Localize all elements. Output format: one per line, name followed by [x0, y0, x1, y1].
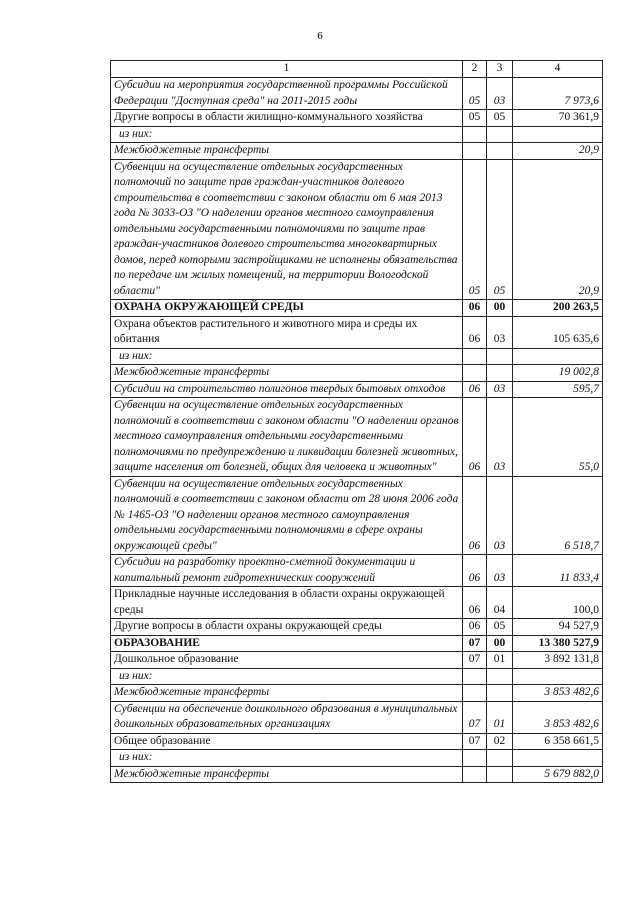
- row-name: Субвенции на обеспечение дошкольного образования в муниципальных дошкольных образовательных организациях: [111, 701, 463, 733]
- row-section-code: 06: [463, 555, 487, 587]
- row-amount: 105 635,6: [513, 316, 603, 348]
- table-row: [111, 766, 603, 783]
- row-subsection-code: 01: [487, 701, 513, 733]
- table-row: [111, 110, 603, 127]
- table-row: [111, 476, 603, 555]
- table-row: [111, 635, 603, 652]
- row-name: Межбюджетные трансферты: [111, 365, 463, 382]
- table-row: [111, 652, 603, 669]
- row-subsection-code: [487, 143, 513, 160]
- row-amount: 13 380 527,9: [513, 635, 603, 652]
- row-amount: 6 358 661,5: [513, 733, 603, 750]
- row-amount: [513, 126, 603, 143]
- row-section-code: [463, 143, 487, 160]
- row-amount: 3 892 131,8: [513, 652, 603, 669]
- row-section-code: 05: [463, 110, 487, 127]
- row-section-code: 06: [463, 619, 487, 636]
- table-row: [111, 365, 603, 382]
- row-subsection-code: 03: [487, 476, 513, 555]
- row-name: из них:: [111, 126, 463, 143]
- row-section-code: [463, 126, 487, 143]
- row-subsection-code: 01: [487, 652, 513, 669]
- row-amount: 3 853 482,6: [513, 701, 603, 733]
- row-section-code: [463, 750, 487, 767]
- row-amount: [513, 668, 603, 685]
- row-subsection-code: 03: [487, 555, 513, 587]
- row-name: Межбюджетные трансферты: [111, 766, 463, 783]
- table-row: [111, 316, 603, 348]
- row-section-code: 06: [463, 476, 487, 555]
- table-row: [111, 159, 603, 300]
- row-name: Общее образование: [111, 733, 463, 750]
- row-subsection-code: 03: [487, 316, 513, 348]
- row-name: из них:: [111, 668, 463, 685]
- table-row: [111, 750, 603, 767]
- table-row: [111, 587, 603, 619]
- row-name: из них:: [111, 750, 463, 767]
- row-subsection-code: 03: [487, 398, 513, 477]
- row-section-code: 05: [463, 78, 487, 110]
- table-row: [111, 348, 603, 365]
- table-row: [111, 733, 603, 750]
- row-amount: 5 679 882,0: [513, 766, 603, 783]
- row-section-code: [463, 685, 487, 702]
- row-subsection-code: [487, 365, 513, 382]
- row-amount: 11 833,4: [513, 555, 603, 587]
- row-name: Субвенции на осуществление отдельных государственных полномочий по защите прав граждан-участников долевого строительства в соответствии с законом области от 6 мая 2013 года № 3033-ОЗ "О наделении органов местного самоуправления отдельными государственными полномочиями по защите прав граждан-участников долевого строительства многоквартирных домов, перед которыми застройщиками не исполнены обязательства по передаче им жилых помещений, на территории Вологодской области": [111, 159, 463, 300]
- budget-table: [110, 60, 603, 783]
- row-name: Субсидии на строительство полигонов твердых бытовых отходов: [111, 381, 463, 398]
- row-subsection-code: [487, 668, 513, 685]
- table-row: [111, 381, 603, 398]
- row-subsection-code: 03: [487, 78, 513, 110]
- row-section-code: 06: [463, 587, 487, 619]
- table-row: [111, 398, 603, 477]
- row-amount: 7 973,6: [513, 78, 603, 110]
- row-amount: 595,7: [513, 381, 603, 398]
- row-name: Прикладные научные исследования в области охраны окружающей среды: [111, 587, 463, 619]
- row-section-code: 05: [463, 159, 487, 300]
- row-name: Субвенции на осуществление отдельных государственных полномочий в соответствии с законом области от 28 июня 2006 года № 1465-ОЗ "О наделении органов местного самоуправления отдельными государственными полномочиями в сфере охраны окружающей среды": [111, 476, 463, 555]
- row-subsection-code: [487, 750, 513, 767]
- table-row: [111, 701, 603, 733]
- row-subsection-code: [487, 348, 513, 365]
- table-row: [111, 78, 603, 110]
- row-amount: 20,9: [513, 159, 603, 300]
- row-amount: 100,0: [513, 587, 603, 619]
- row-name: Другие вопросы в области охраны окружающей среды: [111, 619, 463, 636]
- header-col-1: 1: [111, 61, 463, 78]
- row-name: Субсидии на разработку проектно-сметной документации и капитальный ремонт гидротехнических сооружений: [111, 555, 463, 587]
- row-section-code: [463, 668, 487, 685]
- row-section-code: [463, 365, 487, 382]
- row-section-code: 06: [463, 398, 487, 477]
- row-section-code: 07: [463, 701, 487, 733]
- row-name: ОХРАНА ОКРУЖАЮЩЕЙ СРЕДЫ: [111, 300, 463, 317]
- row-name: Охрана объектов растительного и животного мира и среды их обитания: [111, 316, 463, 348]
- table-row: [111, 619, 603, 636]
- table-row: [111, 143, 603, 160]
- table-row: [111, 300, 603, 317]
- row-subsection-code: 00: [487, 300, 513, 317]
- row-name: Межбюджетные трансферты: [111, 685, 463, 702]
- row-amount: 19 002,8: [513, 365, 603, 382]
- row-amount: 200 263,5: [513, 300, 603, 317]
- table-row: [111, 685, 603, 702]
- row-name: Дошкольное образование: [111, 652, 463, 669]
- row-amount: [513, 750, 603, 767]
- row-subsection-code: 05: [487, 110, 513, 127]
- row-section-code: 07: [463, 635, 487, 652]
- row-name: Межбюджетные трансферты: [111, 143, 463, 160]
- row-section-code: 07: [463, 733, 487, 750]
- row-subsection-code: [487, 766, 513, 783]
- row-name: Другие вопросы в области жилищно-коммунального хозяйства: [111, 110, 463, 127]
- row-subsection-code: 02: [487, 733, 513, 750]
- row-subsection-code: [487, 126, 513, 143]
- row-amount: 70 361,9: [513, 110, 603, 127]
- row-name: ОБРАЗОВАНИЕ: [111, 635, 463, 652]
- row-subsection-code: [487, 685, 513, 702]
- row-section-code: 06: [463, 300, 487, 317]
- table-row: [111, 126, 603, 143]
- row-subsection-code: 05: [487, 159, 513, 300]
- row-subsection-code: 04: [487, 587, 513, 619]
- row-section-code: 06: [463, 316, 487, 348]
- row-amount: 55,0: [513, 398, 603, 477]
- table-row: [111, 668, 603, 685]
- row-section-code: [463, 766, 487, 783]
- row-section-code: 07: [463, 652, 487, 669]
- row-amount: [513, 348, 603, 365]
- page-number: 6: [317, 30, 323, 42]
- row-name: из них:: [111, 348, 463, 365]
- row-amount: 20,9: [513, 143, 603, 160]
- header-col-4: 4: [513, 61, 603, 78]
- row-subsection-code: 03: [487, 381, 513, 398]
- row-name: Субсидии на мероприятия государственной программы Российской Федерации "Доступная среда" на 2011-2015 годы: [111, 78, 463, 110]
- row-name: Субвенции на осуществление отдельных государственных полномочий в соответствии с законом области "О наделении органов местного самоуправления отдельными государственными полномочиями по предупреждению и ликвидации болезней животных, защите населения от болезней, общих для человека и животных": [111, 398, 463, 477]
- row-section-code: [463, 348, 487, 365]
- row-subsection-code: 05: [487, 619, 513, 636]
- row-section-code: 06: [463, 381, 487, 398]
- header-col-2: 2: [463, 61, 487, 78]
- row-amount: 6 518,7: [513, 476, 603, 555]
- row-amount: 3 853 482,6: [513, 685, 603, 702]
- table-row: [111, 555, 603, 587]
- row-subsection-code: 00: [487, 635, 513, 652]
- row-amount: 94 527,9: [513, 619, 603, 636]
- header-col-3: 3: [487, 61, 513, 78]
- table-header-row: [111, 61, 603, 78]
